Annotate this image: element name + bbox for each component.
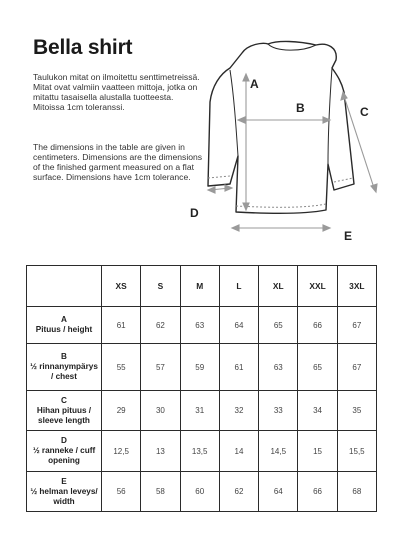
- table-cell: 60: [180, 472, 219, 512]
- table-cell: 67: [337, 307, 376, 344]
- table-cell: 65: [298, 344, 337, 391]
- size-header: XL: [259, 266, 298, 307]
- table-cell: 62: [219, 472, 258, 512]
- size-table: [26, 265, 377, 512]
- table-cell: 35: [337, 391, 376, 431]
- row-name: Pituus / height: [35, 325, 93, 334]
- table-cell: 55: [102, 344, 141, 391]
- size-header: 3XL: [337, 266, 376, 307]
- table-cell: 66: [298, 472, 337, 512]
- table-cell: 65: [259, 307, 298, 344]
- page-title: Bella shirt: [33, 36, 133, 59]
- table-cell: 66: [298, 307, 337, 344]
- size-header: S: [141, 266, 180, 307]
- table-cell: 64: [259, 472, 298, 512]
- table-cell: 12,5: [102, 431, 141, 472]
- label-d: D: [190, 206, 199, 220]
- table-cell: 15,5: [337, 431, 376, 472]
- table-cell: 30: [141, 391, 180, 431]
- table-row: [27, 472, 377, 512]
- row-header: [27, 307, 102, 344]
- table-cell: 31: [180, 391, 219, 431]
- size-header: M: [180, 266, 219, 307]
- shirt-measurement-diagram: [186, 36, 400, 246]
- row-header: [27, 472, 102, 512]
- description-finnish: Taulukon mitat on ilmoitettu senttimetreissä. Mitat ovat valmiin vaatteen mittoja, jotka on mitattu tasaisella alustalla tuotteesta. Mitoissa 1cm toleranssi.: [33, 72, 200, 113]
- row-header: [27, 431, 102, 472]
- table-cell: 67: [337, 344, 376, 391]
- shirt-details: [230, 44, 332, 164]
- table-row: [27, 344, 377, 391]
- table-cell: 61: [219, 344, 258, 391]
- table-cell: 68: [337, 472, 376, 512]
- table-cell: 59: [180, 344, 219, 391]
- label-e: E: [344, 229, 353, 243]
- table-row: [27, 431, 377, 472]
- table-cell: 32: [219, 391, 258, 431]
- table-cell: 56: [102, 472, 141, 512]
- size-header: XXL: [298, 266, 337, 307]
- row-letter: A: [61, 315, 67, 324]
- label-a: A: [250, 77, 259, 91]
- table-row: [27, 391, 377, 431]
- row-letter: B: [61, 352, 67, 361]
- row-name: ½ rinnanympärys / chest: [30, 362, 98, 381]
- size-header: L: [219, 266, 258, 307]
- row-name: ½ helman leveys/ width: [30, 486, 98, 506]
- row-header: [27, 391, 102, 431]
- table-cell: 13,5: [180, 431, 219, 472]
- row-letter: C: [61, 395, 67, 405]
- table-cell: 14: [219, 431, 258, 472]
- size-header: XS: [102, 266, 141, 307]
- row-letter: D: [61, 436, 67, 445]
- table-cell: 33: [259, 391, 298, 431]
- row-name: ½ ranneke / cuff opening: [32, 446, 96, 465]
- table-cell: 64: [219, 307, 258, 344]
- size-header-row: [27, 266, 377, 307]
- table-cell: 57: [141, 344, 180, 391]
- table-cell: 29: [102, 391, 141, 431]
- table-cell: 14,5: [259, 431, 298, 472]
- label-c: C: [360, 105, 369, 119]
- table-cell: 34: [298, 391, 337, 431]
- table-cell: 63: [180, 307, 219, 344]
- table-cell: 13: [141, 431, 180, 472]
- table-cell: 63: [259, 344, 298, 391]
- description-english: The dimensions in the table are given in centimeters. Dimensions are the dimensions of the finished garment measured on a flat surface. Dimensions have 1cm tolerance.: [33, 142, 203, 183]
- row-letter: E: [61, 476, 67, 486]
- table-cell: 58: [141, 472, 180, 512]
- table-row: [27, 307, 377, 344]
- row-header: [27, 344, 102, 391]
- label-b: B: [296, 101, 305, 115]
- row-name: Hihan pituus / sleeve length: [36, 405, 92, 425]
- table-cell: 15: [298, 431, 337, 472]
- table-cell: 62: [141, 307, 180, 344]
- header-empty-cell: [27, 266, 102, 307]
- table-cell: 61: [102, 307, 141, 344]
